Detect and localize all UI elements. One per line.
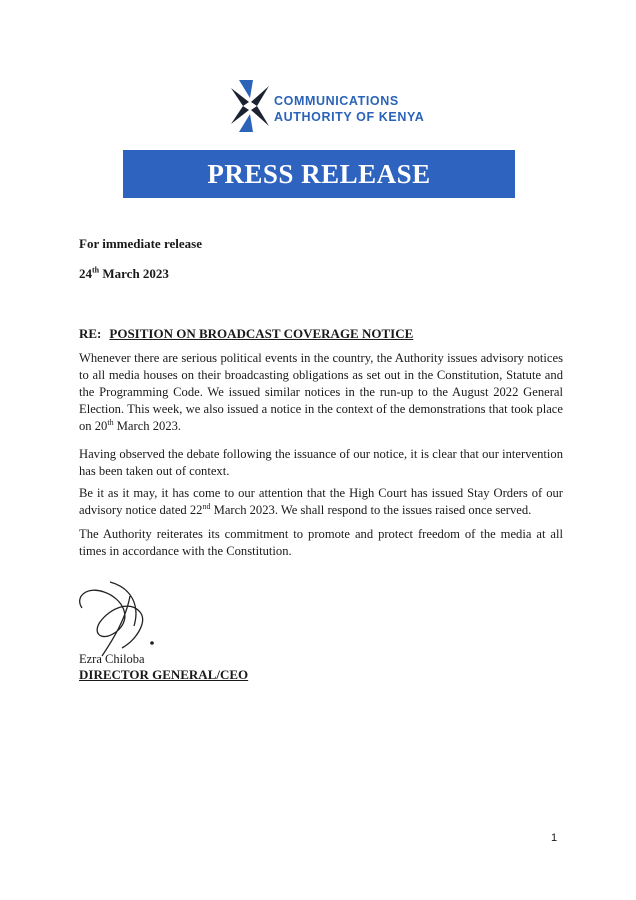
paragraph-2: Having observed the debate following the issuance of our notice, it is clear that our intervention has been taken out of context. [79, 447, 563, 478]
paragraph-1 [79, 350, 563, 435]
p1-sup: th [107, 417, 114, 427]
page-number: 1 [551, 832, 558, 844]
date-day: 24 [79, 266, 92, 281]
communications-authority-logo-icon [229, 80, 271, 132]
p3-text-a: Be it as it may, it has come to our attention that the High Court has issued Stay Orders of our advisory notice dated 22 [79, 486, 563, 517]
logo [229, 78, 429, 134]
re-prefix: RE: [79, 326, 102, 341]
p1-text-a: Whenever there are serious political events in the country, the Authority issues advisory notices to all media houses on their broadcasting obligations as set out in the Constitution, Statute and the Programming Code. We issued similar notices in the run-up to the August 2022 General Election. This week, we also issued a notice in the context of the demonstrations that took place on 20 [79, 351, 563, 433]
re-line [79, 326, 413, 342]
release-type: For immediate release [79, 236, 202, 251]
signatory-name: Ezra Chiloba [79, 652, 145, 666]
logo-line-1: COMMUNICATIONS [274, 94, 399, 108]
p3-sup: nd [202, 501, 211, 511]
signatory-title: DIRECTOR GENERAL/CEO [79, 667, 249, 682]
handwritten-signature-icon [74, 578, 184, 663]
paragraph-4: The Authority reiterates its commitment to promote and protect freedom of the media at all times in accordance with the Constitution. [79, 527, 563, 558]
paragraph-3 [79, 485, 563, 519]
release-date [79, 266, 169, 282]
p1-text-b: March 2023. [113, 419, 182, 433]
re-subject: POSITION ON BROADCAST COVERAGE NOTICE [109, 326, 414, 341]
date-suffix: th [92, 265, 100, 275]
logo-line-2: AUTHORITY OF KENYA [274, 110, 425, 124]
logo-text [274, 93, 424, 125]
press-release-banner: PRESS RELEASE [123, 150, 515, 198]
date-rest: March 2023 [102, 266, 169, 281]
p3-text-b: March 2023. We shall respond to the issues raised once served. [210, 503, 532, 517]
